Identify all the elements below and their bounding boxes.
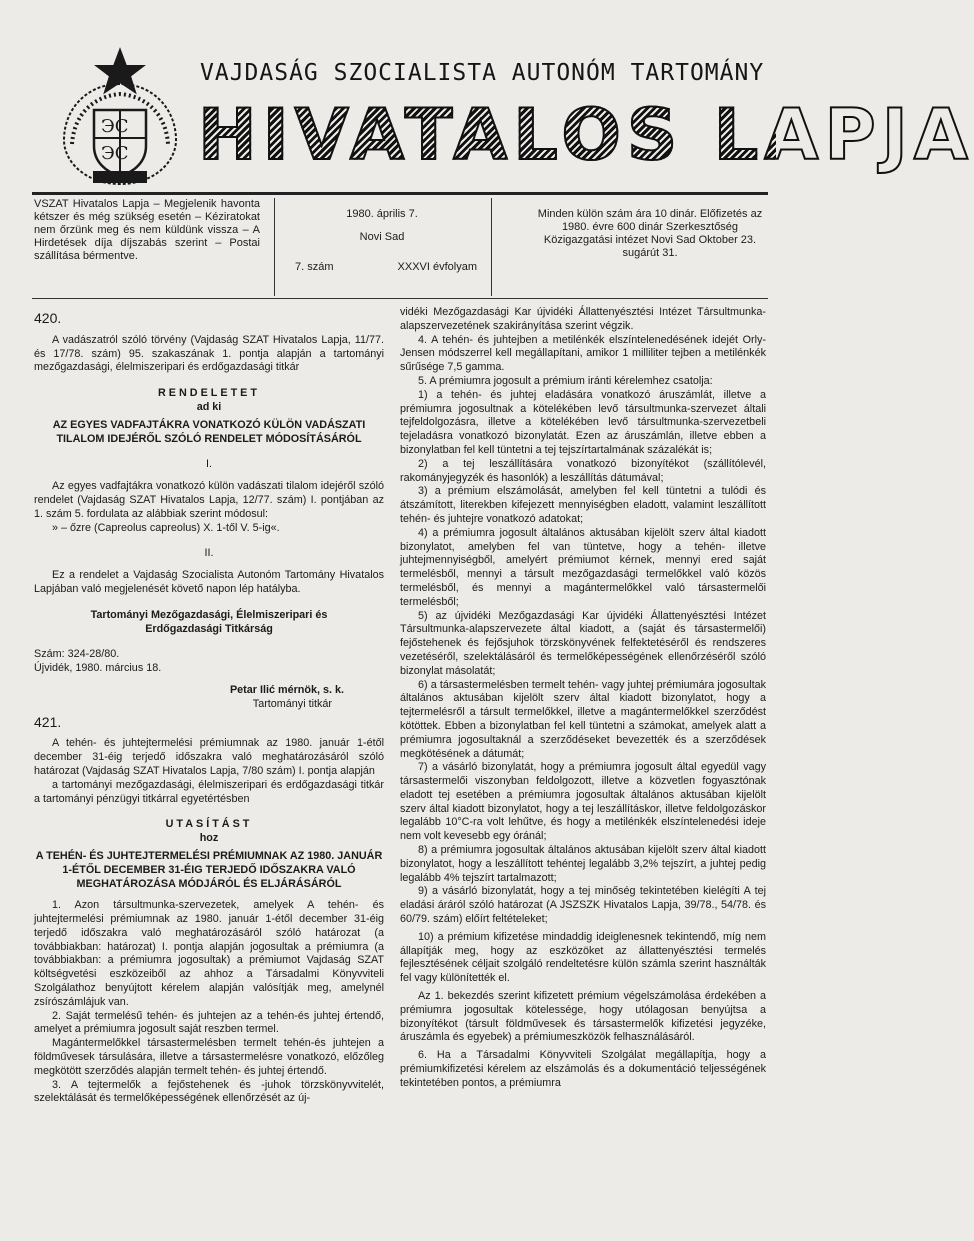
paragraph: A tehén- és juhtejtermelési prémiumnak az 1980. január 1-étől december 31-éig terjedő időszakra való meghatározásáról szóló határozat (Vajdaság SZAT Hivatalos Lapja, 7/80 szám) I. pontja alapján (34, 737, 384, 777)
issue-box (274, 198, 492, 296)
item-number-420: 420. (34, 310, 62, 326)
coat-of-arms-emblem (50, 44, 190, 190)
document-type-suffix: hoz (199, 832, 219, 845)
right-column (400, 306, 766, 1091)
paragraph: A vadászatról szóló törvény (Vajdaság SZAT Hivatalos Lapja, 11/77. és 17/78. szám) 95. szakaszának 1. pontja alapján a tartományi mezőgazdasági, élelmiszeripari és erdőgazdasági titkár (34, 333, 384, 374)
province-name: VAJDASÁG SZOCIALISTA AUTONÓM TARTOMÁNY (200, 60, 765, 86)
list-item: 1) a tehén- és juhtej eladására vonatkozó áruszámlát, illetve a prémiumra jogosultnak a kötelékében levő társultmunka-szervezet általi tejfeldolgozásra, illetve a kötelékében levő társultmunka-szervezetbeli tejeladásra vonatkozó bizonylatát. Ezen az áruszámlán, illetve ebben a bizonylatban fel kell tüntetni a tej tejszírtartalmának százalékát is; (400, 388, 766, 456)
svg-text:ЭС: ЭС (101, 143, 129, 164)
paragraph: 5. A prémiumra jogosult a prémium iránti kérelemhez csatolja: (418, 374, 713, 387)
issue-volume: XXXVI évfolyam (397, 261, 477, 273)
header-rule (32, 192, 768, 195)
list-item: 10) a prémium kifizetése mindaddig ideiglenesnek tekintendő, míg nem állapítják meg, hogy az eszközöket az állattenyésztési termelés fejlesztésének céljait szolgáló rendeltetésre külön számla szerint használták fel vagy különítették el. (400, 930, 766, 985)
date-of-issue: Újvidék, 1980. március 18. (34, 662, 162, 675)
list-item: 9) a vásárló bizonylatát, hogy a tej minőség tekintetében kielégíti A tej eladási áráról szóló határozat (A JSZSZK Hivatalos Lapja, 39/78., 54/78. és 60/79. szám) előírt feltételeket; (400, 885, 766, 926)
document-type-suffix: ad ki (196, 400, 222, 413)
header-bottom-rule (32, 298, 768, 299)
signatory: Petar Ilić mérnök, s. k. (229, 683, 344, 696)
list-item: 8) a prémiumra jogosultak általános aktusában kijelölt szerv által kiadott bizonylatot, hogy a leszállított tehéntej legalább 3,2% tejszírt, a juhtej pedig legalább 4% tejszírt tartalmazott; (400, 844, 766, 884)
signatory-title: Tartományi titkár (252, 697, 332, 710)
issue-place: Novi Sad (359, 231, 405, 243)
subscription-info: Minden külön szám ára 10 dinár. Előfizetés az 1980. évre 600 dinár Szerkesztőség Közigazgatási intézet Novi Sad Oktober 23. sugárút 31. (537, 208, 763, 259)
document-title: A TEHÉN- ÉS JUHTEJTERMELÉSI PRÉMIUMNAK AZ 1980. JANUÁR 1-ÉTŐL DECEMBER 31-ÉIG TERJEDŐ IDŐSZAKRA VALÓ MEGHATÁROZÁSA MÓDJÁRÓL ÉS ELJÁRÁSÁRÓL (35, 849, 383, 890)
list-item: 6) a társastermelésben termelt tehén- vagy juhtej prémiumára jogosultak általános aktusában kijelölt szerv által kiadott bizonylatot, hogy a tejtermelésről a társult termelőkkel, illetve a magántermelőkkel szerződést kötöttek. Ebben a bizonylatban fel kell tüntetni a számokat, amelyek alatt a prémiumra jogosultaknál a szerződéseket bevezették és a szerződések megkötésének a dátumát; (400, 678, 766, 760)
publication-info: VSZAT Hivatalos Lapja – Megjelenik havonta kétszer és még szükség esetén – Kéziratokat nem őrzünk meg és nem küldünk vissza – A Hirdetések díja díjszabás szerint – Postai szállítása bérmentve. (34, 198, 260, 262)
masthead (0, 0, 974, 273)
paragraph: Az egyes vadfajtákra vonatkozó külön vadászati tilalom idejéről szóló rendelet (Vajdaság SZAT Hivatalos Lapja, 12/77. szám) I. pontjában az 1. szám 5. fordulata az alábbiak szerint módosul: (34, 480, 384, 520)
reference-number: Szám: 324-28/80. (34, 648, 120, 661)
paragraph: 6. Ha a Társadalmi Könyvviteli Szolgálat megállapítja, hogy a prémiumkifizetési kérelem az elszámolás és a dokumentáció teljességének tekintetében pontos, a prémiumra (400, 1049, 766, 1089)
paragraph: 4. A tehén- és juhtejben a metilénkék elszíntelenedésének idejét Orly-Jensen módszerrel kell megállapítani, amikor 1 milliliter tejben a metilénkék sűrűsége 7,5 gamma. (400, 333, 766, 374)
paragraph: Ez a rendelet a Vajdaság Szocialista Autonóm Tartomány Hivatalos Lapjában való megjelenését követő napon lép hatályba. (34, 569, 384, 595)
paragraph: 3. A tejtermelők a fejőstehenek és -juhok törzskönyvvitelét, szelektálását és termelőképességének ellenőrzését az új- (34, 1078, 384, 1105)
paragraph: Az 1. bekezdés szerint kifizetett prémium végelszámolása érdekében a prémiumra jogosultak kötelessége, hogy utólagosan benyújtsa a bizonyítékot (társult földművesek és társastermelők kifizetési jegyzéke, áruszámla és egyebek) a prémiumeszközök felhasználásáról. (400, 990, 766, 1044)
list-item: 4) a prémiumra jogosult általános aktusában kijelölt szerv által kiadott bizonylatot, amelyben fel van tüntetve, hogy a tehén- illetve juhtejmennyiségből, amelyért prémiumot kérnek, mennyi ered saját termelésből, mennyi a társult mezőgazdasági termelőkkel való közös termelésből, és mennyi a magántermelőkkel való társastermelői termelésből; (400, 526, 766, 608)
issue-number: 7. szám (295, 261, 334, 273)
paragraph: Magántermelőkkel társastermelésben termelt tehén-és juhtejen a földművesek társulására, illetve a társastermelésre vonatkozó, előzőleg megkötött szerződés alapján termelt tehén- és juhtej értendő. (34, 1037, 384, 1077)
paragraph: » – őzre (Capreolus capreolus) X. 1-től V. 5-ig«. (52, 521, 280, 534)
issue-date: 1980. április 7. (346, 208, 418, 220)
list-item: 5) az újvidéki Mezőgazdasági Kar újvidéki Állattenyésztési Intézet Társultmunka-alapszervezete által kiadott, a (saját és társastermelői) fejőstehenek és fejősjuhok törzskönyvének felfektetéséről és rendszeres vezetéséről, szelektálásáról és termelőképességének ellenőrzéséről szóló bizonylat másolatát; (400, 609, 766, 677)
document-type: RENDELETET (158, 387, 260, 400)
paragraph: 1. Azon társultmunka-szervezetek, amelyek A tehén- és juhtejtermelési prémiumnak az 1980. január 1-étől december 31-éig terjedő időszakra való meghatározásáról szóló határozat (a továbbiakban: határozat) I. pontja alapján jogosultak a prémiumra (a továbbiakban: a prémiumra jogosultak) a prémiumot Vajdaság SZAT költségvetési eszközeiből az ahhoz a Társadalmi Könyvviteli Szolgálathoz benyújtott kérelem alapján valósítják meg, amelynél zsírószámlájuk van. (34, 899, 384, 1008)
publication-title: HIVATALOS LAPJA (198, 94, 974, 176)
paragraph: a tartományi mezőgazdasági, élelmiszeripari és erdőgazdasági titkár a tartományi pénzügyi titkárral egyetértésben (34, 778, 384, 805)
paragraph: 2. Saját termelésű tehén- és juhtejen az a tehén-és juhtej értendő, amelyet a prémiumra jogosult saját reszben termel. (34, 1009, 384, 1036)
left-column (34, 306, 384, 1106)
section-number: I. (206, 458, 212, 471)
list-item: 2) a tej leszállítására vonatkozó bizonyítékot (szállítólevél, rakományjegyzék és hasonlók) a leszállítás dátumával; (400, 457, 766, 484)
document-title: AZ EGYES VADFAJTÁKRA VONATKOZÓ KÜLÖN VADÁSZATI TILALOM IDEJÉRŐL SZÓLÓ RENDELET MÓDOSÍTÁSÁRÓL (52, 418, 366, 445)
list-item: 7) a vásárló bizonylatát, hogy a prémiumra jogosult által egyedül vagy társastermelői viszonyban feldolgozott, illetve a közvetlen fogyasztónak eladott tej esetében a prémiumra jogosultak általános aktusában kijelölt szerv által kiadott bizonylatot, hogy a tej leszállításkor, illetve feldolgozáskor legalább 10°C-ra volt lehűtve, és hogy a metilénkék elszíntelenedési ideje nem volt kevesebb egy óránál; (400, 761, 766, 843)
item-number-421: 421. (34, 713, 62, 730)
issuing-body: Tartományi Mezőgazdasági, Élelmiszeripari és Erdőgazdasági Titkárság (90, 608, 328, 635)
paragraph: vidéki Mezőgazdasági Kar újvidéki Állattenyésztési Intézet Társultmunka-alapszervezetének szakirányítása szerint végzik. (400, 306, 766, 332)
document-type: UTASÍTÁST (165, 818, 253, 831)
svg-text:ЭС: ЭС (101, 116, 129, 137)
list-item: 3) a prémium elszámolását, amelyben fel kell tüntetni a tulódi és átszámított, literekben kifejezett mennyiségben eladott, valamint leszállított tehén- és juhtejre vonatkozó adatokat; (400, 485, 766, 525)
section-number: II. (204, 547, 214, 560)
